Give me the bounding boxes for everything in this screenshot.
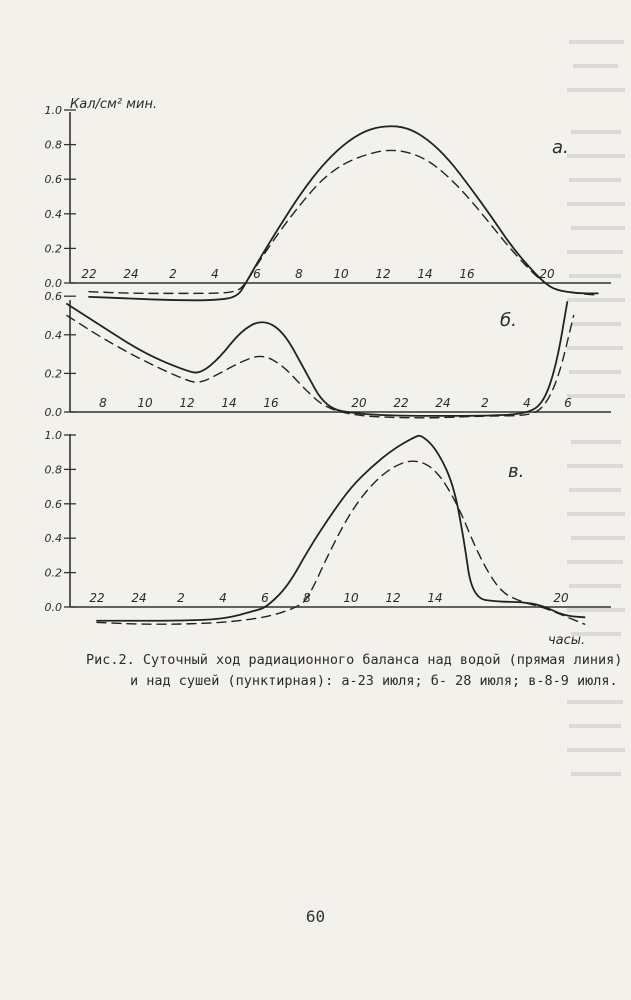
x-tick-label-1-1: 10 — [137, 396, 153, 410]
x-tick-label-1-3: 14 — [221, 396, 237, 410]
y-tick-label-2-3: 0.6 — [44, 497, 62, 511]
x-tick-label-2-1: 24 — [131, 591, 147, 605]
x-tick-label-1-2: 12 — [179, 396, 195, 410]
x-tick-label-2-5: 8 — [303, 591, 311, 605]
x-tick-label-0-3: 4 — [211, 267, 219, 281]
x-tick-label-1-10: 6 — [564, 396, 572, 410]
caption-line-1: Рис.2. Суточный ход радиационного баланса над водой (прямая линия) — [86, 652, 623, 668]
x-tick-label-0-2: 2 — [169, 267, 177, 281]
panel-label-0: а. — [552, 137, 569, 158]
x-tick-label-2-6: 10 — [343, 591, 359, 605]
x-tick-label-0-7: 12 — [375, 267, 391, 281]
x-tick-label-2-3: 4 — [219, 591, 227, 605]
figure-caption — [86, 650, 626, 692]
x-tick-label-1-4: 16 — [263, 396, 279, 410]
x-tick-label-0-0: 22 — [81, 267, 97, 281]
x-tick-label-1-8: 2 — [481, 396, 489, 410]
x-tick-label-0-1: 24 — [123, 267, 139, 281]
y-tick-label-0-3: 0.6 — [44, 173, 62, 187]
page-number: 60 — [305, 907, 326, 926]
x-tick-label-1-9: 4 — [523, 396, 531, 410]
x-tick-label-0-8: 14 — [417, 267, 433, 281]
x-tick-label-2-8: 14 — [427, 591, 443, 605]
x-tick-label-0-5: 8 — [295, 267, 303, 281]
x-tick-label-0-6: 10 — [333, 267, 349, 281]
x-tick-label-0-10: 20 — [539, 267, 555, 281]
y-tick-label-0-1: 0.2 — [44, 242, 62, 256]
y-tick-label-1-3: 0.6 — [44, 290, 62, 304]
x-tick-label-1-6: 22 — [393, 396, 409, 410]
x-tick-label-2-7: 12 — [385, 591, 401, 605]
y-tick-label-2-4: 0.8 — [44, 463, 62, 477]
y-tick-label-1-1: 0.2 — [44, 367, 62, 381]
x-tick-label-2-9: 20 — [553, 591, 569, 605]
y-tick-label-2-1: 0.2 — [44, 566, 62, 580]
y-tick-label-0-0: 0.0 — [44, 277, 62, 290]
y-tick-label-2-0: 0.0 — [44, 601, 62, 614]
x-tick-label-2-4: 6 — [261, 591, 269, 605]
y-tick-label-1-2: 0.4 — [44, 328, 62, 342]
y-tick-label-2-2: 0.4 — [44, 532, 62, 546]
y-tick-label-1-0: 0.0 — [44, 406, 62, 419]
x-tick-label-0-9: 16 — [459, 267, 475, 281]
unit-label: Кал/см² мин. — [70, 97, 158, 112]
time-axis-label: часы. — [548, 633, 586, 648]
panel-label-1: б. — [500, 310, 517, 331]
x-tick-label-2-0: 22 — [89, 591, 105, 605]
x-tick-label-0-4: 6 — [253, 267, 261, 281]
panel-label-2: в. — [508, 461, 525, 482]
y-tick-label-2-5: 1.0 — [44, 429, 62, 442]
x-tick-label-1-7: 24 — [435, 396, 451, 410]
x-tick-label-1-0: 8 — [99, 396, 107, 410]
land-series-2 — [97, 461, 585, 624]
y-tick-label-0-5: 1.0 — [44, 104, 62, 117]
y-tick-label-0-4: 0.8 — [44, 138, 62, 152]
x-tick-label-1-5: 20 — [351, 396, 367, 410]
caption-line-2: и над сушей (пунктирная): а-23 июля; б- 28 июля; в-8-9 июля. — [130, 673, 618, 689]
y-tick-label-0-2: 0.4 — [44, 207, 62, 221]
x-tick-label-2-2: 2 — [177, 591, 185, 605]
